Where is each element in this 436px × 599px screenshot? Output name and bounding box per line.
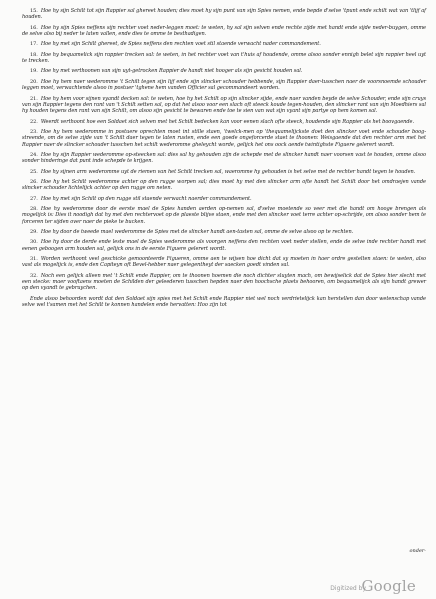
paragraph-number: 20. (30, 78, 38, 85)
catchword: onder- (409, 548, 426, 554)
paragraph-number: 27. (30, 195, 38, 202)
numbered-paragraph (22, 273, 426, 292)
paragraph-text: Hoe hy door de tweede mael wederomme de Spies met de slincker handt aen-tasten sal, omme de selve alsoo op te rechten. (40, 229, 354, 236)
numbered-paragraph (22, 196, 426, 202)
paragraph-text: Hoe hy sijn Schilt tot sijn Rappier sal ghereet houden; dies moet hy sijn punt van sijn Spies nemen, ende bepde d'selve 'tpunt ende schilt wat van 'tlijf af houden. (22, 8, 426, 21)
paragraph-number: 16. (30, 24, 38, 31)
paragraph-number: 21. (30, 95, 38, 102)
paragraph-number: 24. (30, 151, 38, 158)
numbered-paragraph (22, 152, 426, 165)
numbered-paragraph (22, 229, 426, 235)
paragraph-text: Hoe hy bequamelick sijn rappier trecken sal: te weten, in het rechter voet van t'huis af houdende, omme alsoo sonder ennigh belet sijn rappier heel uyt te trecken. (22, 51, 426, 65)
paragraph-number: 25. (30, 168, 38, 175)
paragraph-text: Hoe hy sijn Rappier wederomme op-steecken sal: dies sal hy gehouden zijn de schepde met de slincker handt naer voorsen vast te houden, omme alsoo sonder hinderinge dat punt inde schepde te krijgen. (22, 151, 426, 165)
paragraph-number: 28. (30, 206, 38, 213)
numbered-paragraph (22, 239, 426, 252)
paragraph-text: Hoe hy sijnen arm wederomme uyt de riemen van het Schilt trecken sal, waeromme hy gehouden is het selve met de rechter handt tegen te houden. (40, 168, 416, 175)
digitized-by-label: Digitized by (330, 585, 366, 592)
paragraph-text: Hoe hy hem voor sijnen vyandt decken sal: te weten, hoe hy het Schilt op sijn slincker sijde, ende naer vanden beyde de selve Schouder, ende sijn cruys van sijn Rappier tegens den rant van 't Schilt setten sal, op dat het alsoo voor een slach oft steeck koude tegen-houden, den slincker rant van sijn Moedhiers sal hy houden tegens den rant van sijn Schilt, om alsoo sijn gesicht te bewaren ende toe te sien van wat sijn vyant sijn partye op hem komen sal. (22, 95, 426, 115)
closing-paragraph (22, 296, 426, 309)
numbered-paragraph (22, 68, 426, 74)
paragraph-text: Hoe hy wederomme door de eerste mael de Spies handen aerden op-nemen sal, d'selve moetende so veer met die handt om hooge brengen als mogelijck is: Dies it noodigh dat hy met den rechtervoet op de plaeste blijve staen, ende met den slincker voet terre achter op-schrijde, om alsoo sonder hem te forceren ter sijden over naer de pieke te bucken. (22, 206, 426, 225)
paragraph-number: 26. (30, 178, 38, 185)
numbered-paragraph (22, 52, 426, 65)
numbered-paragraph (22, 96, 426, 115)
numbered-paragraph (22, 79, 426, 92)
document-body (22, 8, 426, 312)
paragraph-number: 23. (30, 128, 38, 135)
paragraph-text: Worden verthoont veel geschicke gemoonteerde Figueren, omme aen te wijsen hoe dicht dat sy moeten in haer ordre gestelten staen: te weten, also vast als mogelijck is, ende den Capiteyn oft Bevel-hebber naer gelegentheyt der saecken goedt vinden sal. (22, 256, 426, 269)
scan-footer (0, 570, 436, 599)
paragraph-number: 32. (30, 272, 38, 279)
numbered-paragraph (22, 206, 426, 225)
paragraph-number: 15. (30, 8, 38, 14)
paragraph-number: 17. (30, 41, 38, 48)
paragraph-number: 30. (30, 239, 38, 246)
closing-text: Ende alsoo behoorden wordt dat den Soldaet sijn spies met het Schilt ende Rappier niet wel noch verdrietelijck kan herstellen dan door wetenschap vande selve wel t'samen met het Schilt te konnen handelen ende hervatten: Hoo zijn tot (22, 295, 426, 309)
paragraph-text: Hoe hy met verthoonen van sijn uyt-getrocken Rappier de handt niet hooger als sijn gesicht houden sal. (40, 68, 303, 75)
paragraph-text: Weerdt verthoont hoe een Soldaet sich selven met het Schilt bedecken kan voor eenen slach ofte steeck, houdende sijn Rappier als het boovgaende. (40, 118, 415, 125)
paragraph-text: Hoe hy door de derde ende leste mael de Spies wederomme als voorgen neffens den rechten voet neder stellen, ende de selve inde rechter handt met eenen geboogen arm houden sal, gelijck ons in de eerste Figuere gelerert wordt. (22, 239, 426, 252)
numbered-paragraph (22, 256, 426, 269)
paragraph-text: Hoe hy hem naer wederomme 't Schilt tegen sijn lijf ende sijn slincker schouder hebbende, sijn Rappier daer-tusschen naer de voorsnoemde schouder leggen moet, verwachtende alsoo in postuer 'tghene hem vanden Officier sal gecommandeert worden. (22, 78, 426, 92)
numbered-paragraph (22, 25, 426, 38)
paragraph-text: Hoe hy het Schilt wederomme achter op den rugge worpen sal; dies moet hy met den slincker arm ofte handt het Schilt door het omdraejen vande slincker schouder lichtelijck achter op den rugge om neten. (22, 178, 426, 192)
numbered-paragraph (22, 41, 426, 47)
paragraph-text: Hoe hy hem wederomme in postuere oprechten moet int stille staen, 'twelck-men op 'thequamelijckste doet den slincker voet ende schouder boog-streende, om de selve zijde van 't Schilt daer tegen te laten rusten, ende een goede ongeforcerde staet te thoonen: Weisgaende dat den rechter arm met het Rappier naer de slincker schouder tusschen het schilt wederomme gheleycht worde, gelijck het ons oock aende twintighste Figuere gelerert wordt. (22, 128, 426, 148)
paragraph-text: Hoe hy met sijn Schilt op den rugge stil staende verwacht naerder commandement. (40, 195, 252, 202)
google-logo: Google (361, 577, 416, 595)
numbered-paragraph (22, 169, 426, 175)
numbered-paragraph (22, 129, 426, 148)
paragraph-number: 19. (30, 68, 38, 75)
paragraph-text: Noch een gelijck alleen met 't Schilt ende Rappier, om te thoonen hoemen die noch dichter sluyten mach, om bewijselick dat de Spies hier slecht met een stecke: maer vooftaens moeten de Schilden der geleederen tusschen hepden naer den hoochsche plaets behooren, om bequamelijck als sijn handt grewer op den vyandt te gebruychen. (22, 272, 426, 292)
paragraph-number: 31. (30, 256, 38, 263)
paragraph-number: 29. (30, 229, 38, 236)
numbered-paragraph (22, 179, 426, 192)
paragraph-text: Hoe hy sijn Spies neffens sijn rechter voet neder-leggen moet: te weten, hy sal sijn selven ende rechte zijde met handt ende sijde neder-buygen, omme de selve also bij neder te laten vallen, ende dies te omme te besthadigen. (22, 24, 426, 37)
paragraph-text: Hoe hy met sijn Schilt ghereet, de Spies neffens den rechten voet stil staende verwacht nader commandement. (40, 41, 321, 48)
numbered-paragraph (22, 119, 426, 125)
paragraph-number: 22. (30, 118, 38, 125)
paragraph-number: 18. (30, 51, 38, 58)
numbered-paragraph (22, 8, 426, 21)
